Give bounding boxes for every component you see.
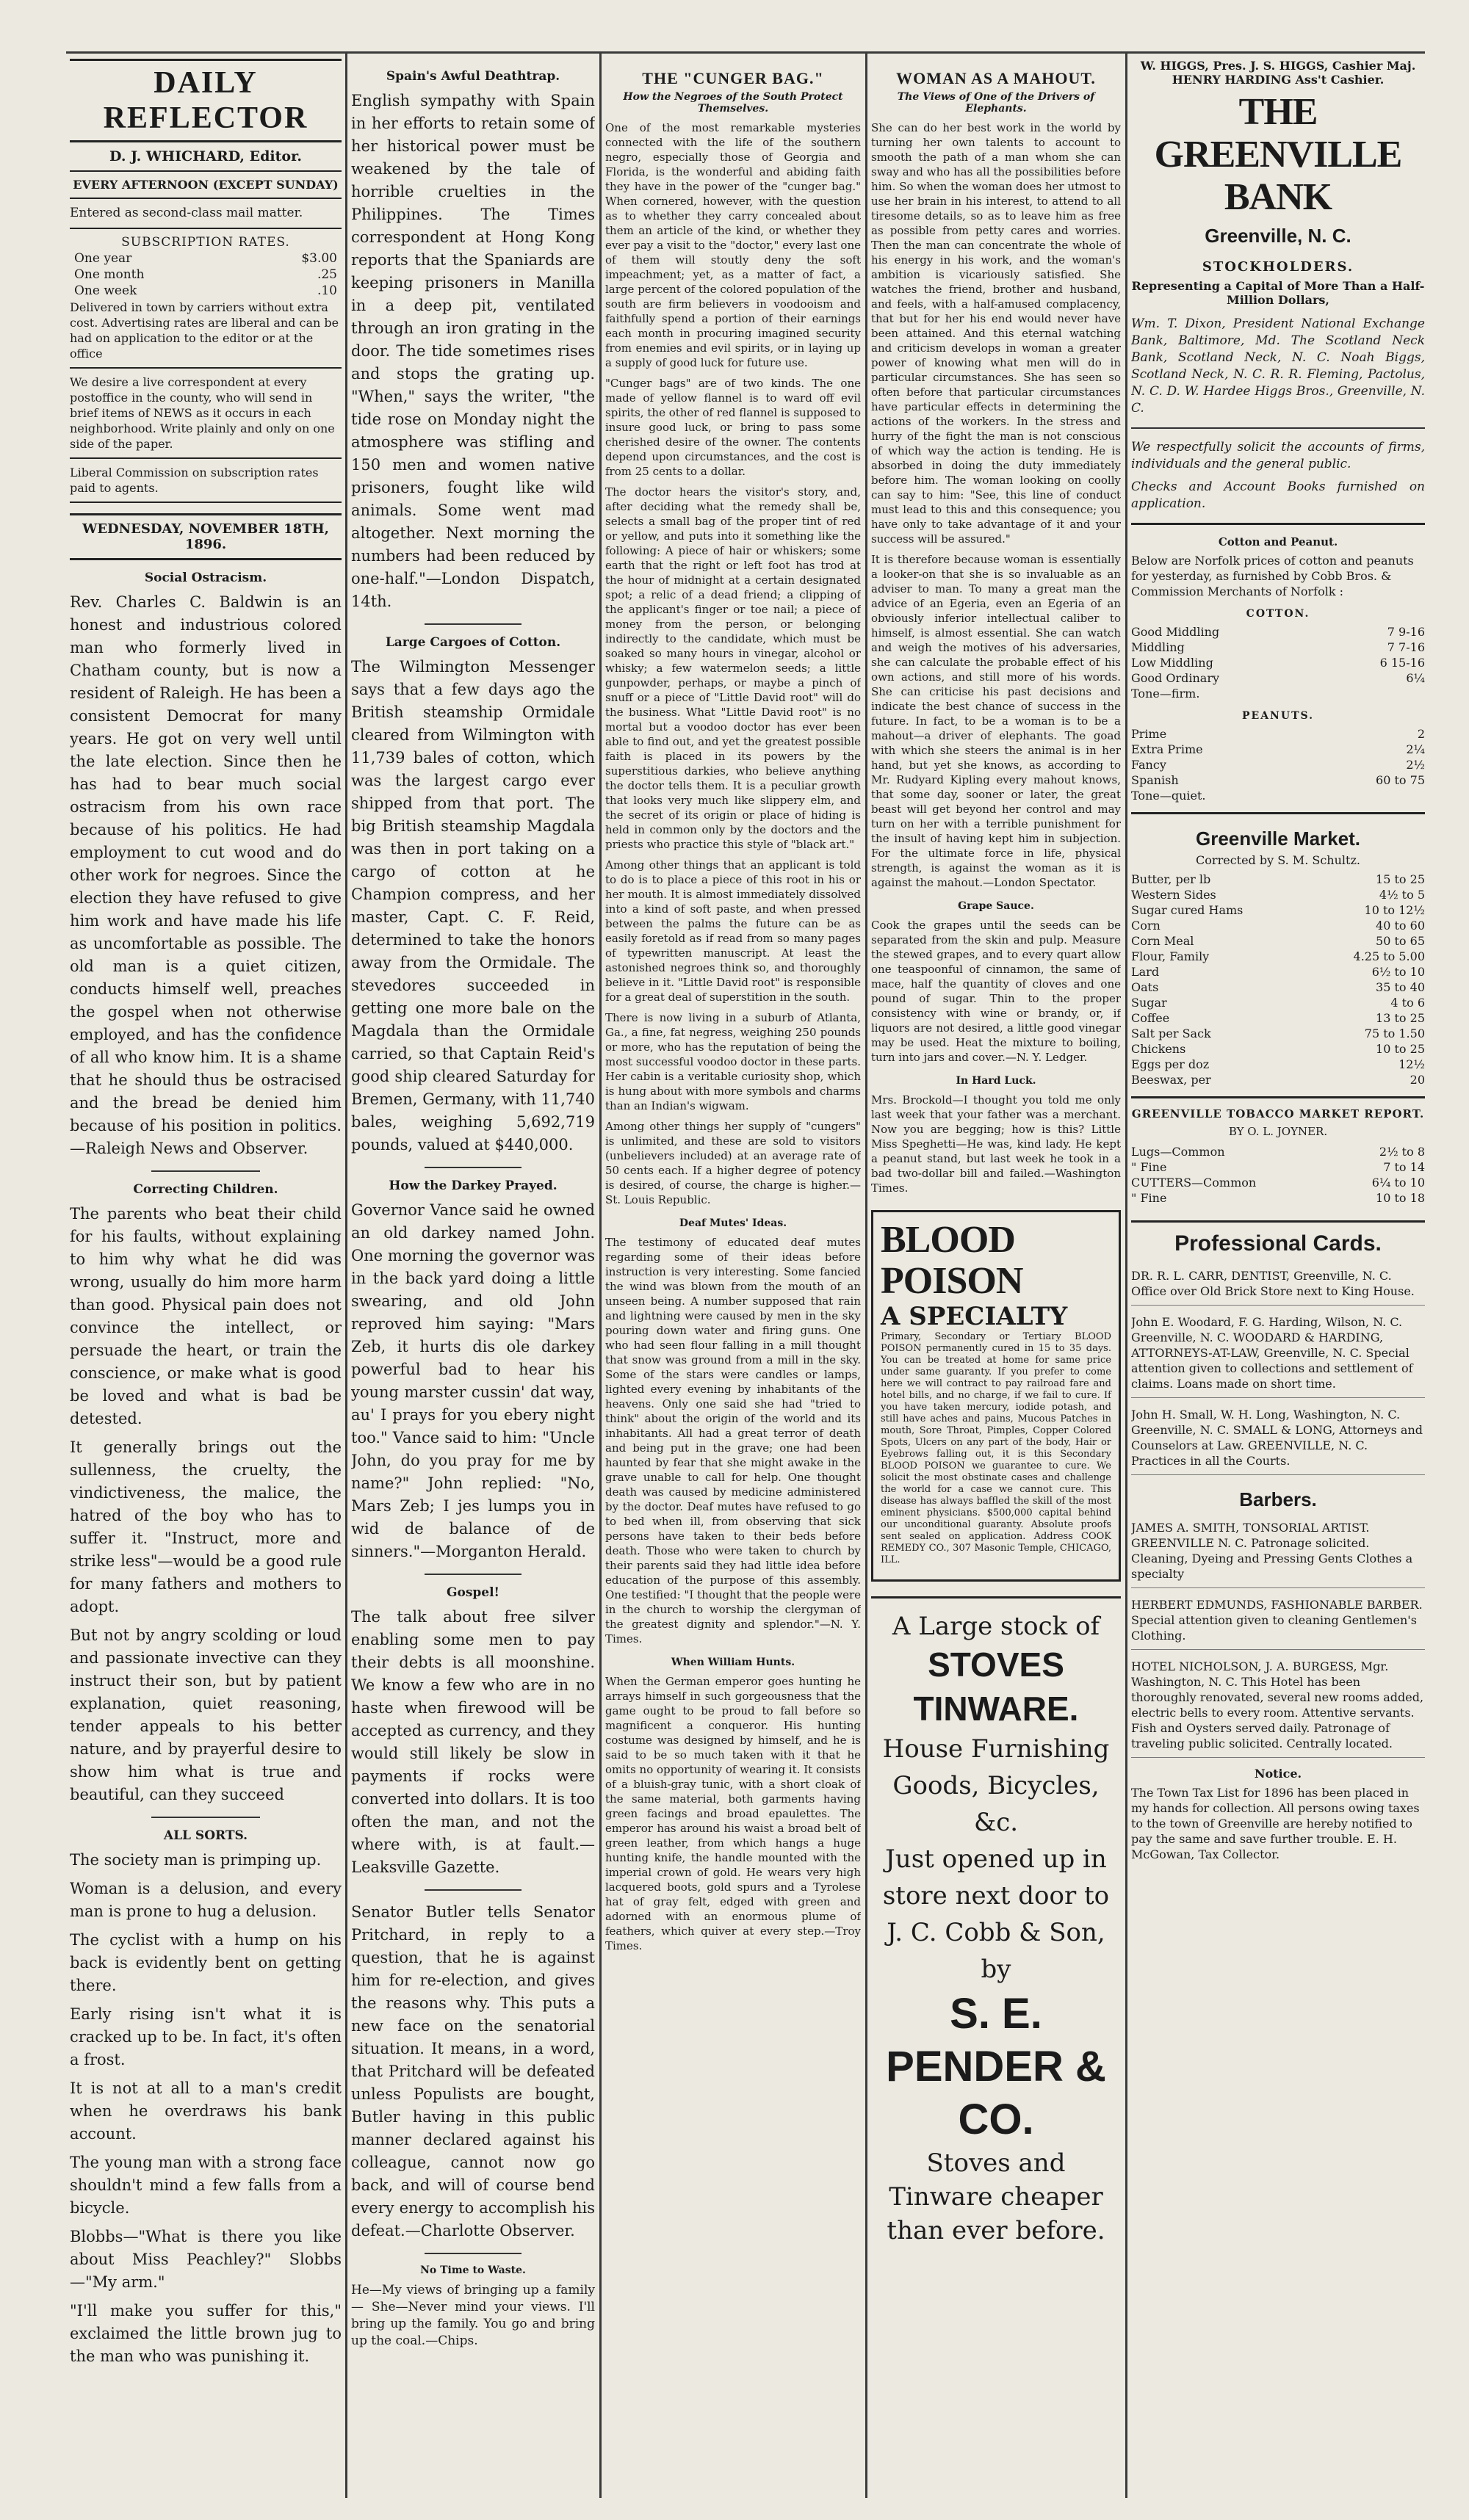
peanut-table (1131, 726, 1425, 803)
ad-line: Stoves and Tinware cheaper than ever before. (887, 2148, 1105, 2245)
article-body: When the German emperor goes hunting he arrays himself in such gorgeousness that the game ought to be proud to fall before so magnificent a conqueror. His hunting costume was designed by himself, and he is said to be so much taken with it that he omits no opportunity of wearing it. It consists of a bluish-gray tunic, with a short cloak of the same material, both garments having green facings and broad epaulettes. The emperor has around his waist a broad belt of green leather, from which hangs a huge hunting knife, the handle mounted with the imperial crown of gold. He wears very high lacquered boots, gold spurs and a Tyrolese hat of gray felt, edged with green and adorned with an enormous plume of feathers, which quiver at every step.—Troy Times. (605, 1675, 861, 1952)
divider (425, 2253, 522, 2254)
top-rule (66, 51, 1425, 54)
tobacco-title: GREENVILLE TOBACCO MARKET REPORT. (1131, 1107, 1425, 1120)
bank-checks: Checks and Account Books furnished on application. (1131, 479, 1425, 511)
peanuts-head: PEANUTS. (1242, 710, 1314, 722)
tobacco-table (1131, 1144, 1425, 1206)
article-body: Cook the grapes until the seeds can be separated from the skin and pulp. Measure the stewed grapes, and to every quart allow one teaspoonful of cinnamon, the same of mace, half the quantity of cloves and one pound of sugar. Thin to the proper consistency with wine or brandy, or, if liquors are not desired, a little good vinegar may be used. Heat the mixture to boiling, turn into jars and cover.—N. Y. Ledger. (871, 919, 1121, 1064)
cotton-row (1131, 640, 1425, 655)
market-price: 4 to 6 (1390, 996, 1425, 1010)
article-subtitle: How the Negroes of the South Protect Themselves. (623, 91, 843, 115)
market-item: Chickens (1131, 1042, 1186, 1056)
quip: Early rising isn't what it is cracked up to be. In fact, it's often a frost. (70, 2005, 342, 2068)
quip: The young man with a strong face shouldn't mind a few falls from a bicycle. (70, 2154, 342, 2217)
article-title: ALL SORTS. (163, 1828, 248, 1843)
card-carr: DR. R. L. CARR, DENTIST, Greenville, N. C. Office over Old Brick Store next to King House. (1131, 1268, 1425, 1306)
market-row (1131, 918, 1425, 933)
ad-subheadline: A SPECIALTY (881, 1302, 1068, 1331)
market-item: Sugar cured Hams (1131, 903, 1244, 917)
rate-term: One week (74, 283, 137, 298)
cotton-price: 6¼ (1406, 671, 1425, 685)
article-paragraph: She can do her best work in the world by turning her own talents to account to smooth the path of a man whom she can sway and who has all the possibilities before him. So when the woman does her utmost to use her brain in his interest, to attend to all tiresome details, so as to leave him as free as possible from petty cares and worries. Then the man can concentrate the whole of his energy in his work, and the woman's ambition is vicariously satisfied. She watches the friend, brother and husband, and feels, with a half-amused complacency, that but for her his end would never have been attained. And this eternal watching and criticism develops in woman a greater power of knowing what men will do in particular circumstances. She has seen so often before that particular circumstances have particular effects in determining the actions of the workers. In the stress and hurry of the fight the man is not conscious of which way the action is tending. He is absorbed in doing the duty immediately before him. The woman looking on coolly can say to him: "See, this line of conduct must lead to this and this consequence; you have only to take advantage of it and your success will be assured." (871, 121, 1121, 546)
column-rule (865, 51, 867, 2498)
cotton-head: COTTON. (1246, 608, 1310, 620)
market-price: 15 to 25 (1376, 872, 1425, 886)
market-row (1131, 1041, 1425, 1057)
market-item: Lard (1131, 965, 1160, 979)
professional-cards-title: Professional Cards. (1131, 1220, 1425, 1256)
article-title: Correcting Children. (133, 1182, 278, 1197)
card-smith: JAMES A. SMITH, TONSORIAL ARTIST. GREENVILLE N. C. Patronage solicited. Cleaning, Dyeing and Pressing Gents Clothes a specialty (1131, 1520, 1425, 1588)
article-title: Gospel! (446, 1585, 500, 1600)
market-item: Western Sides (1131, 888, 1216, 902)
tobacco-grade: Lugs—Common (1131, 1145, 1225, 1159)
market-price: 10 to 25 (1376, 1042, 1425, 1056)
quip: Woman is a delusion, and every man is prone to hug a delusion. (70, 1880, 342, 1920)
peanut-row (1131, 757, 1425, 772)
card-woodard: John E. Woodard, F. G. Harding, Wilson, N. C. Greenville, N. C. WOODARD & HARDING, ATTORNEYS-AT-LAW, Greenville, N. C. Special attention given to collections and settlement of claims. Loans made on short time. (1131, 1314, 1425, 1398)
bank-capital: Representing a Capital of More Than a Half-Million Dollars, (1131, 279, 1425, 307)
article-paragraph: But not by angry scolding or loud and passionate invective can they instruct their son, but by patient explanation, quiet reasoning, tender appeals to his better nature, and by prayerful desire to show him what is true and beautiful, can they succeed (70, 1626, 342, 1803)
peanut-price: 2 (1417, 727, 1425, 741)
masthead: DAILY REFLECTOR (70, 59, 342, 142)
article-title: How the Darkey Prayed. (389, 1178, 557, 1193)
article-title: Social Ostracism. (144, 571, 267, 585)
peanut-price: 2½ (1406, 758, 1425, 772)
peanut-price: 60 to 75 (1376, 773, 1425, 787)
article-title: THE "CUNGER BAG." (642, 69, 824, 87)
article-title: Large Cargoes of Cotton. (385, 635, 561, 650)
market-price: 4½ to 5 (1379, 888, 1425, 902)
market-item: Corn (1131, 919, 1161, 933)
column-5 (1131, 59, 1425, 2498)
column-rule (599, 51, 602, 2498)
rates-title: SUBSCRIPTION RATES. (121, 235, 290, 250)
tobacco-row (1131, 1144, 1425, 1159)
market-price: 40 to 60 (1376, 919, 1425, 933)
market-corrected: Corrected by S. M. Schultz. (1196, 853, 1360, 867)
market-item: Flour, Family (1131, 949, 1210, 963)
stockholders-title: STOCKHOLDERS. (1202, 259, 1354, 275)
rate-price: $3.00 (301, 251, 337, 266)
blood-poison-ad (871, 1210, 1121, 1582)
commission-notice: Liberal Commission on subscription rates paid to agents. (70, 459, 342, 503)
article-title: Grape Sauce. (958, 900, 1034, 912)
divider (425, 1574, 522, 1575)
market-price: 75 to 1.50 (1364, 1027, 1425, 1040)
divider (1131, 523, 1425, 525)
column-rule (345, 51, 347, 2498)
tobacco-row (1131, 1175, 1425, 1190)
market-table (1131, 872, 1425, 1087)
tobacco-price: 6¼ to 10 (1371, 1176, 1425, 1190)
market-item: Salt per Sack (1131, 1027, 1211, 1040)
cotton-price: 6 15-16 (1379, 656, 1425, 670)
divider (151, 1817, 260, 1818)
peanut-grade: Spanish (1131, 773, 1179, 787)
quip: It is not at all to a man's credit when he overdraws his bank account. (70, 2079, 342, 2143)
market-price: 10 to 12½ (1364, 903, 1425, 917)
article-title: WOMAN AS A MAHOUT. (896, 69, 1096, 87)
column-rule (1125, 51, 1127, 2498)
tobacco-grade: " Fine (1131, 1191, 1167, 1205)
editor-line: D. J. WHICHARD, Editor. (70, 142, 342, 172)
quip: The society man is primping up. (70, 1851, 322, 1869)
article-body: Mrs. Brockold—I thought you told me only last week that your father was a merchant. Now you are begging; how is this? Little Miss Speghetti—He was, kind lady. He kept a peanut stand, but last week he took in a bad two-dollar bill and failed.—Washington Times. (871, 1093, 1121, 1195)
tobacco-price: 7 to 14 (1383, 1160, 1425, 1174)
article-paragraph: "Cunger bags" are of two kinds. The one made of yellow flannel is to ward off evil spirits, the other of red flannel is supposed to insure good luck, or bring to pass some cherished desire of the owner. The contents depend upon circumstances, and the cost is from 25 cents to a dollar. (605, 377, 861, 478)
rate-price: .10 (317, 283, 337, 298)
market-row (1131, 980, 1425, 995)
bank-officers: W. HIGGS, Pres. J. S. HIGGS, Cashier Maj. HENRY HARDING Ass't Cashier. (1140, 59, 1416, 87)
market-price: 20 (1410, 1073, 1425, 1087)
article-body: Senator Butler tells Senator Pritchard, in reply to a question, that he is against him for re-election, and gives the reasons why. This puts a new face on the senatorial situation. It means, in a word, that Pritchard will be defeated unless Populists are bought, Butler having in this public manner declared against his colleague, cannot now go back, and will of course bend every energy to accomplish his defeat.—Charlotte Observer. (351, 1903, 595, 2240)
article-paragraph: One of the most remarkable mysteries connected with the life of the southern negro, especially those of Georgia and Florida, is the wonderful and abiding faith they have in the power of the "cunger bag." When cornered, however, with the question as to whether they carry concealed about them an article of the kind, or whether they ever pay a visit to the "doctor," every last one of them will stoutly deny the soft impeachment; yet, as a matter of fact, a large percent of the colored population of the south are firm believers in voodooism and faithfully spend a portion of their earnings each month in procuring imagined security from enemies and evil spirits, or in laying up a supply of good luck for future use. (605, 121, 861, 369)
bank-solicit: We respectfully solicit the accounts of firms, individuals and the general public. (1131, 440, 1425, 471)
peanut-row (1131, 726, 1425, 742)
market-row (1131, 1010, 1425, 1026)
quip: Blobbs—"What is there you like about Miss Peachley?" Slobbs—"My arm." (70, 2228, 342, 2291)
cotton-grade: Tone—firm. (1131, 687, 1200, 700)
market-title: Greenville Market. (1196, 828, 1360, 850)
cotton-table (1131, 624, 1425, 701)
cotton-grade: Middling (1131, 640, 1185, 654)
rates-box (70, 229, 342, 369)
article-paragraph: It generally brings out the sullenness, the cruelty, the vindictiveness, the malice, the hatred of the boy who has to suffer it. "Instruct, more and strike less"—would be a good rule for many fathers and mothers to adopt. (70, 1438, 342, 1615)
peanut-grade: Extra Prime (1131, 742, 1203, 756)
market-row (1131, 872, 1425, 887)
cotton-grade: Low Middling (1131, 656, 1213, 670)
market-price: 4.25 to 5.00 (1353, 949, 1425, 963)
article-body: The Wilmington Messenger says that a few days ago the British steamship Ormidale cleared from Wilmington with 11,739 bales of cotton, which was the largest cargo ever shipped from that port. The big British steamship Magdala was then in port taking on a cargo of cotton at he Champion compress, and her master, Capt. C. F. Reid, determined to take the honors away from the Ormidale. The stevedores succeeded in getting one more bale on the Magdala than the Ormidale carried, so that Captain Reid's good ship cleared Saturday for Bremen, Germany, with 11,740 bales, weighing 5,692,719 pounds, valued at $440,000. (351, 658, 595, 1154)
cotton-price: 7 7-16 (1387, 640, 1425, 654)
rate-term: One year (74, 251, 132, 266)
rate-row (71, 251, 340, 266)
article-body: English sympathy with Spain in her efforts to retain some of her historical power must be weakened by the tale of horrible cruelties in the Philippines. The Times correspondent at Hong Kong reports that the Spaniards are keeping prisoners in Manilla in a deep pit, ventilated through an iron grating in the door. The tide sometimes rises and stops the grating up. "When," says the writer, "the tide rose on Monday night the atmosphere was stifling and 150 men and women native prisoners, fought like wild animals. Some went mad altogether. Next morning the numbers had been reduced by one-half."—London Dispatch, 14th. (351, 92, 595, 610)
ad-line: A Large stock of (892, 1612, 1100, 1641)
dateline: WEDNESDAY, NOVEMBER 18TH, 1896. (70, 513, 342, 560)
ad-line: Just opened up in store next door to J. C. Cobb & Son, by (882, 1844, 1110, 1984)
divider (425, 1889, 522, 1891)
cotton-row (1131, 686, 1425, 701)
ad-merchant: S. E. PENDER & CO. (886, 1990, 1106, 2143)
article-title: Deaf Mutes' Ideas. (679, 1217, 787, 1229)
ad-line: Goods, Bicycles, &c. (892, 1771, 1100, 1837)
entered-line: Entered as second-class mail matter. (70, 199, 342, 229)
peanut-grade: Prime (1131, 727, 1167, 741)
card-nicholson: HOTEL NICHOLSON, J. A. BURGESS, Mgr. Washington, N. C. This Hotel has been thoroughly renovated, several new rooms added, electric bells to every room. Attentive servants. Fish and Oysters served daily. Patronage of traveling public solicited. Centrally located. (1131, 1659, 1425, 1758)
cotton-row (1131, 624, 1425, 640)
cotton-title: Cotton and Peanut. (1218, 535, 1338, 548)
article-body: The talk about free silver enabling some men to pay their debts is all moonshine. We know a few who are in no haste when firewood will be accepted as currency, and they would still likely be slow in payments if rocks were converted into dollars. It is too often the man, and not the where with, is at fault.—Leaksville Gazette. (351, 1608, 595, 1876)
article-paragraph: The parents who beat their child for his faults, without explaining to him why what he did was wrong, usually do him more harm than good. Physical pain does not convince the intellect, or persuade the heart, or train the conscience, or make what is good be loved and what is bad be detested. (70, 1205, 342, 1427)
rate-row (71, 267, 340, 282)
article-paragraph: There is now living in a suburb of Atlanta, Ga., a fine, fat negress, weighing 250 pounds or more, who has the reputation of being the most successful voodoo doctor in these parts. Her cabin is a veritable curiosity shop, which is hung about with more symbols and charms than an Indian's wigwam. (605, 1011, 861, 1112)
quip: The cyclist with a hump on his back is evidently bent on getting there. (70, 1931, 342, 1994)
article-body: He—My views of bringing up a family— She—Never mind your views. I'll bring up the family. You go and bring up the coal.—Chips. (351, 2283, 595, 2348)
article-body: The testimony of educated deaf mutes regarding some of their ideas before instruction is very interesting. Some fancied the wind was blown from the mouth of an unseen being. A number supposed that rain and lightning were caused by men in the sky pouring down water and firing guns. One who had seen flour falling in a mill thought that snow was ground from a mill in the sky. Some of the stars were candles or lamps, lighted every evening by inhabitants of the heavens. Only one said she had "tried to think" about the origin of the world and its inhabitants. All had a great terror of death and being put in the grave; one had been haunted by fear that she might awake in the grave unable to call for help. One thought death was caused by medicine administered by the doctor. Deaf mutes have refused to go to bed when ill, from observing that sick persons have taken to their beds before death. Those who were taken to church by their parents said they had little idea before education of the purpose of this assembly. One testified: "I thought that the people were in the church to worship the clergyman of the greatest dignity and splendor."—N. Y. Times. (605, 1236, 861, 1645)
divider (1131, 812, 1425, 814)
bank-town: Greenville, N. C. (1205, 225, 1351, 247)
tobacco-by: BY O. L. JOYNER. (1228, 1125, 1328, 1138)
article-body: Rev. Charles C. Baldwin is an honest and industrious colored man who formerly lived in Chatham county, but is now a resident of Raleigh. He has been a consistent Democrat for many years. He got on very well until the late election. Since then he has had to bear much social ostracism from his own race because of his politics. He had employment to cut wood and do other work for negroes. Since the election they have refused to give him work and have made his life as uncomfortable as possible. The old man is a quiet citizen, conducts himself well, preaches the gospel when not otherwise employed, and has the confidence of all who know him. It is a shame that he should thus be ostracised and the bread be denied him because of his position in politics.—Raleigh News and Observer. (70, 593, 342, 1157)
article-body: Governor Vance said he owned an old darkey named John. One morning the governor was in the back yard doing a little swearing, and old John reproved him saying: "Mars Zeb, it hurts dis ole darkey powerful bad to hear his young marster cussin' dat way, au' I prays for you ebery night too." Vance said to him: "Uncle John, do you pray for me by name?" John replied: "No, Mars Zeb; I jes lumps you in wid de balance of de sinners."—Morganton Herald. (351, 1201, 595, 1560)
tobacco-grade: " Fine (1131, 1160, 1167, 1174)
market-price: 50 to 65 (1376, 934, 1425, 948)
article-title: No Time to Waste. (420, 2264, 526, 2276)
article-paragraph: Among other things that an applicant is told to do is to place a piece of this root in his or her mouth. It is almost immediately dissolved into a kind of soft paste, and when pressed between the palms the future can be as easily foretold as if read from so many pages of typewritten manuscript. At least the astonished negroes think so, and thoroughly believe in it. "Little David root" is responsible for a great deal of superstition in the south. (605, 858, 861, 1004)
market-item: Eggs per doz (1131, 1057, 1210, 1071)
column-4 (871, 59, 1121, 2498)
ad-headline: BLOOD POISON (881, 1219, 1023, 1302)
rate-price: .25 (317, 267, 337, 282)
market-row (1131, 964, 1425, 980)
market-price: 35 to 40 (1376, 980, 1425, 994)
market-item: Beeswax, per (1131, 1073, 1211, 1087)
market-price: 6½ to 10 (1371, 965, 1425, 979)
market-row (1131, 995, 1425, 1010)
card-edmunds: HERBERT EDMUNDS, FASHIONABLE BARBER. Special attention given to cleaning Gentlemen's Clothing. (1131, 1597, 1425, 1650)
rates-table (70, 250, 342, 300)
tobacco-price: 2½ to 8 (1379, 1145, 1425, 1159)
market-price: 13 to 25 (1376, 1011, 1425, 1025)
market-item: Butter, per lb (1131, 872, 1211, 886)
cotton-price: 7 9-16 (1387, 625, 1425, 639)
divider (425, 1167, 522, 1168)
market-row (1131, 933, 1425, 949)
peanut-price: 2¼ (1406, 742, 1425, 756)
quip: "I'll make you suffer for this," exclaimed the little brown jug to the man who was punishing it. (70, 2302, 342, 2365)
rate-term: One month (74, 267, 145, 282)
market-item: Oats (1131, 980, 1159, 994)
market-item: Sugar (1131, 996, 1167, 1010)
divider (1131, 1096, 1425, 1098)
market-row (1131, 1057, 1425, 1072)
market-row (1131, 902, 1425, 918)
cotton-row (1131, 670, 1425, 686)
article-title: In Hard Luck. (956, 1075, 1036, 1087)
tobacco-price: 10 to 18 (1376, 1191, 1425, 1205)
bank-name: THE GREENVILLE BANK (1154, 91, 1402, 218)
ad-headline: STOVES TINWARE. (913, 1645, 1079, 1728)
stoves-ad (871, 1596, 1121, 2248)
peanut-grade: Tone—quiet. (1131, 789, 1206, 803)
column-3 (605, 59, 861, 2498)
notice-body: The Town Tax List for 1896 has been placed in my hands for collection. All persons owing taxes to the town of Greenville are hereby notified to pay the same and save further trouble. E. H. McGowan, Tax Collector. (1131, 1786, 1420, 1861)
article-paragraph: It is therefore because woman is essentially a looker-on that she is so invaluable as an adviser to man. To many a great man the advice of an Egeria, even an Egeria of an obviously inferior intellectual caliber to himself, is almost essential. She can watch and weigh the motives of his adversaries, she can calculate the probable effect of his own actions, and still more of his words. She can criticise his past decisions and indicate the best chance of success in the future. In fact, to be a woman is to be a mahout—a driver of elephants. The goad with which she steers the animal is in her hand, but yet she knows, as according to Mr. Rudyard Kipling every mahout knows, that some day, sooner or later, the great beast will get beyond her control and may turn on her with a terrible punishment for the insult of having kept him in subjection. For the ultimate force in life, physical strength, is against the woman as it is against the mahout.—London Spectator. (871, 553, 1121, 889)
market-item: Corn Meal (1131, 934, 1194, 948)
column-2 (351, 59, 595, 2498)
cotton-grade: Good Ordinary (1131, 671, 1220, 685)
article-subtitle: The Views of One of the Drivers of Elephants. (897, 91, 1095, 115)
peanut-row (1131, 742, 1425, 757)
peanut-row (1131, 788, 1425, 803)
barbers-title: Barbers. (1239, 1488, 1317, 1510)
rate-row (71, 283, 340, 298)
article-paragraph: Among other things her supply of "cungers" is unlimited, and these are sold to visitors (unbelievers included) at an average rate of 50 cents each. If a higher degree of potency is desired, of course, the charge is higher.—St. Louis Republic. (605, 1120, 861, 1206)
tobacco-row (1131, 1190, 1425, 1206)
ad-body: Primary, Secondary or Tertiary BLOOD POISON permanently cured in 15 to 35 days. You can be treated at home for same price under same guaranty. If you prefer to come here we will contract to pay railroad fare and hotel bills, and no charge, if we fail to cure. If you have taken mercury, iodide potash, and still have aches and pains, Mucous Patches in mouth, Sore Throat, Pimples, Copper Colored Spots, Ulcers on any part of the body, Hair or Eyebrows falling out, it is this Secondary BLOOD POISON we guarantee to cure. We solicit the most obstinate cases and challenge the world for a case we cannot cure. This disease has always baffled the skill of the most eminent physicians. $500,000 capital behind our unconditional guaranty. Absolute proofs sent sealed on application. Address COOK REMEDY CO., 307 Masonic Temple, CHICAGO, ILL. (881, 1331, 1111, 1565)
rates-note: Delivered in town by carriers without extra cost. Advertising rates are liberal and can be had on application to the editor or at the office (70, 300, 339, 361)
stockholders-list: Wm. T. Dixon, President National Exchange Bank, Baltimore, Md. The Scotland Neck Bank, Scotland Neck, N. C. Noah Biggs, Scotland Neck, N. C. R. R. Fleming, Pactolus, N. C. D. W. Hardee Higgs Bros., Greenville, N. C. (1131, 316, 1425, 416)
market-row (1131, 887, 1425, 902)
notice-title: Notice. (1254, 1767, 1302, 1781)
divider (425, 623, 522, 625)
article-title: Spain's Awful Deathtrap. (386, 69, 560, 84)
cotton-row (1131, 655, 1425, 670)
market-row (1131, 1026, 1425, 1041)
market-item: Coffee (1131, 1011, 1170, 1025)
column-1 (70, 59, 342, 2498)
card-small: John H. Small, W. H. Long, Washington, N. C. Greenville, N. C. SMALL & LONG, Attorneys and Counselors at Law. GREENVILLE, N. C. Practices in all the Courts. (1131, 1407, 1425, 1475)
market-row (1131, 1072, 1425, 1087)
cotton-price (1326, 686, 1425, 701)
divider (151, 1170, 260, 1172)
peanut-grade: Fancy (1131, 758, 1166, 772)
market-row (1131, 949, 1425, 964)
market-price: 12½ (1398, 1057, 1425, 1071)
tobacco-row (1131, 1159, 1425, 1175)
article-title: When William Hunts. (671, 1657, 795, 1668)
tobacco-grade: CUTTERS—Common (1131, 1176, 1257, 1190)
peanut-row (1131, 772, 1425, 788)
peanut-price (1308, 788, 1425, 803)
ad-line: House Furnishing (882, 1734, 1110, 1764)
article-paragraph: The doctor hears the visitor's story, and, after deciding what the remedy shall be, selects a small bag of the proper tint of red or yellow, and puts into it something like the following: A piece of hair or whiskers; some earth that the right or left foot has trod at the hour of midnight at a certain designated spot; a relic of a dead friend; a clipping of the applicant's finger or toe nail; a piece of money from the person, or belonging indirectly to the candidate, which must be soaked so many hours in vinegar, alcohol or whisky; a few watermelon seeds; a little gunpowder, perhaps, or maybe a pinch of snuff or a piece of "Little David root" will do the business. What "Little David root" is no mortal but a voodoo doctor has ever been able to find out, and yet the greatest possible faith is placed in its powers by the superstitious darkies, who believe anything the doctor tells them. It is a peculiar growth that looks very much like slippery elm, and the secret of its origin or place of hiding is held in common only by the doctors and the priests who practice this style of "black art." (605, 485, 861, 851)
cotton-intro: Below are Norfolk prices of cotton and peanuts for yesterday, as furnished by Cobb Bros. & Commission Merchants of Norfolk : (1131, 554, 1414, 598)
publication-line: EVERY AFTERNOON (EXCEPT SUNDAY) (70, 172, 342, 199)
correspondent-notice: We desire a live correspondent at every postoffice in the county, who will send in brief items of NEWS as it occurs in each neighborhood. Write plainly and only on one side of the paper. (70, 369, 342, 459)
cotton-grade: Good Middling (1131, 625, 1220, 639)
